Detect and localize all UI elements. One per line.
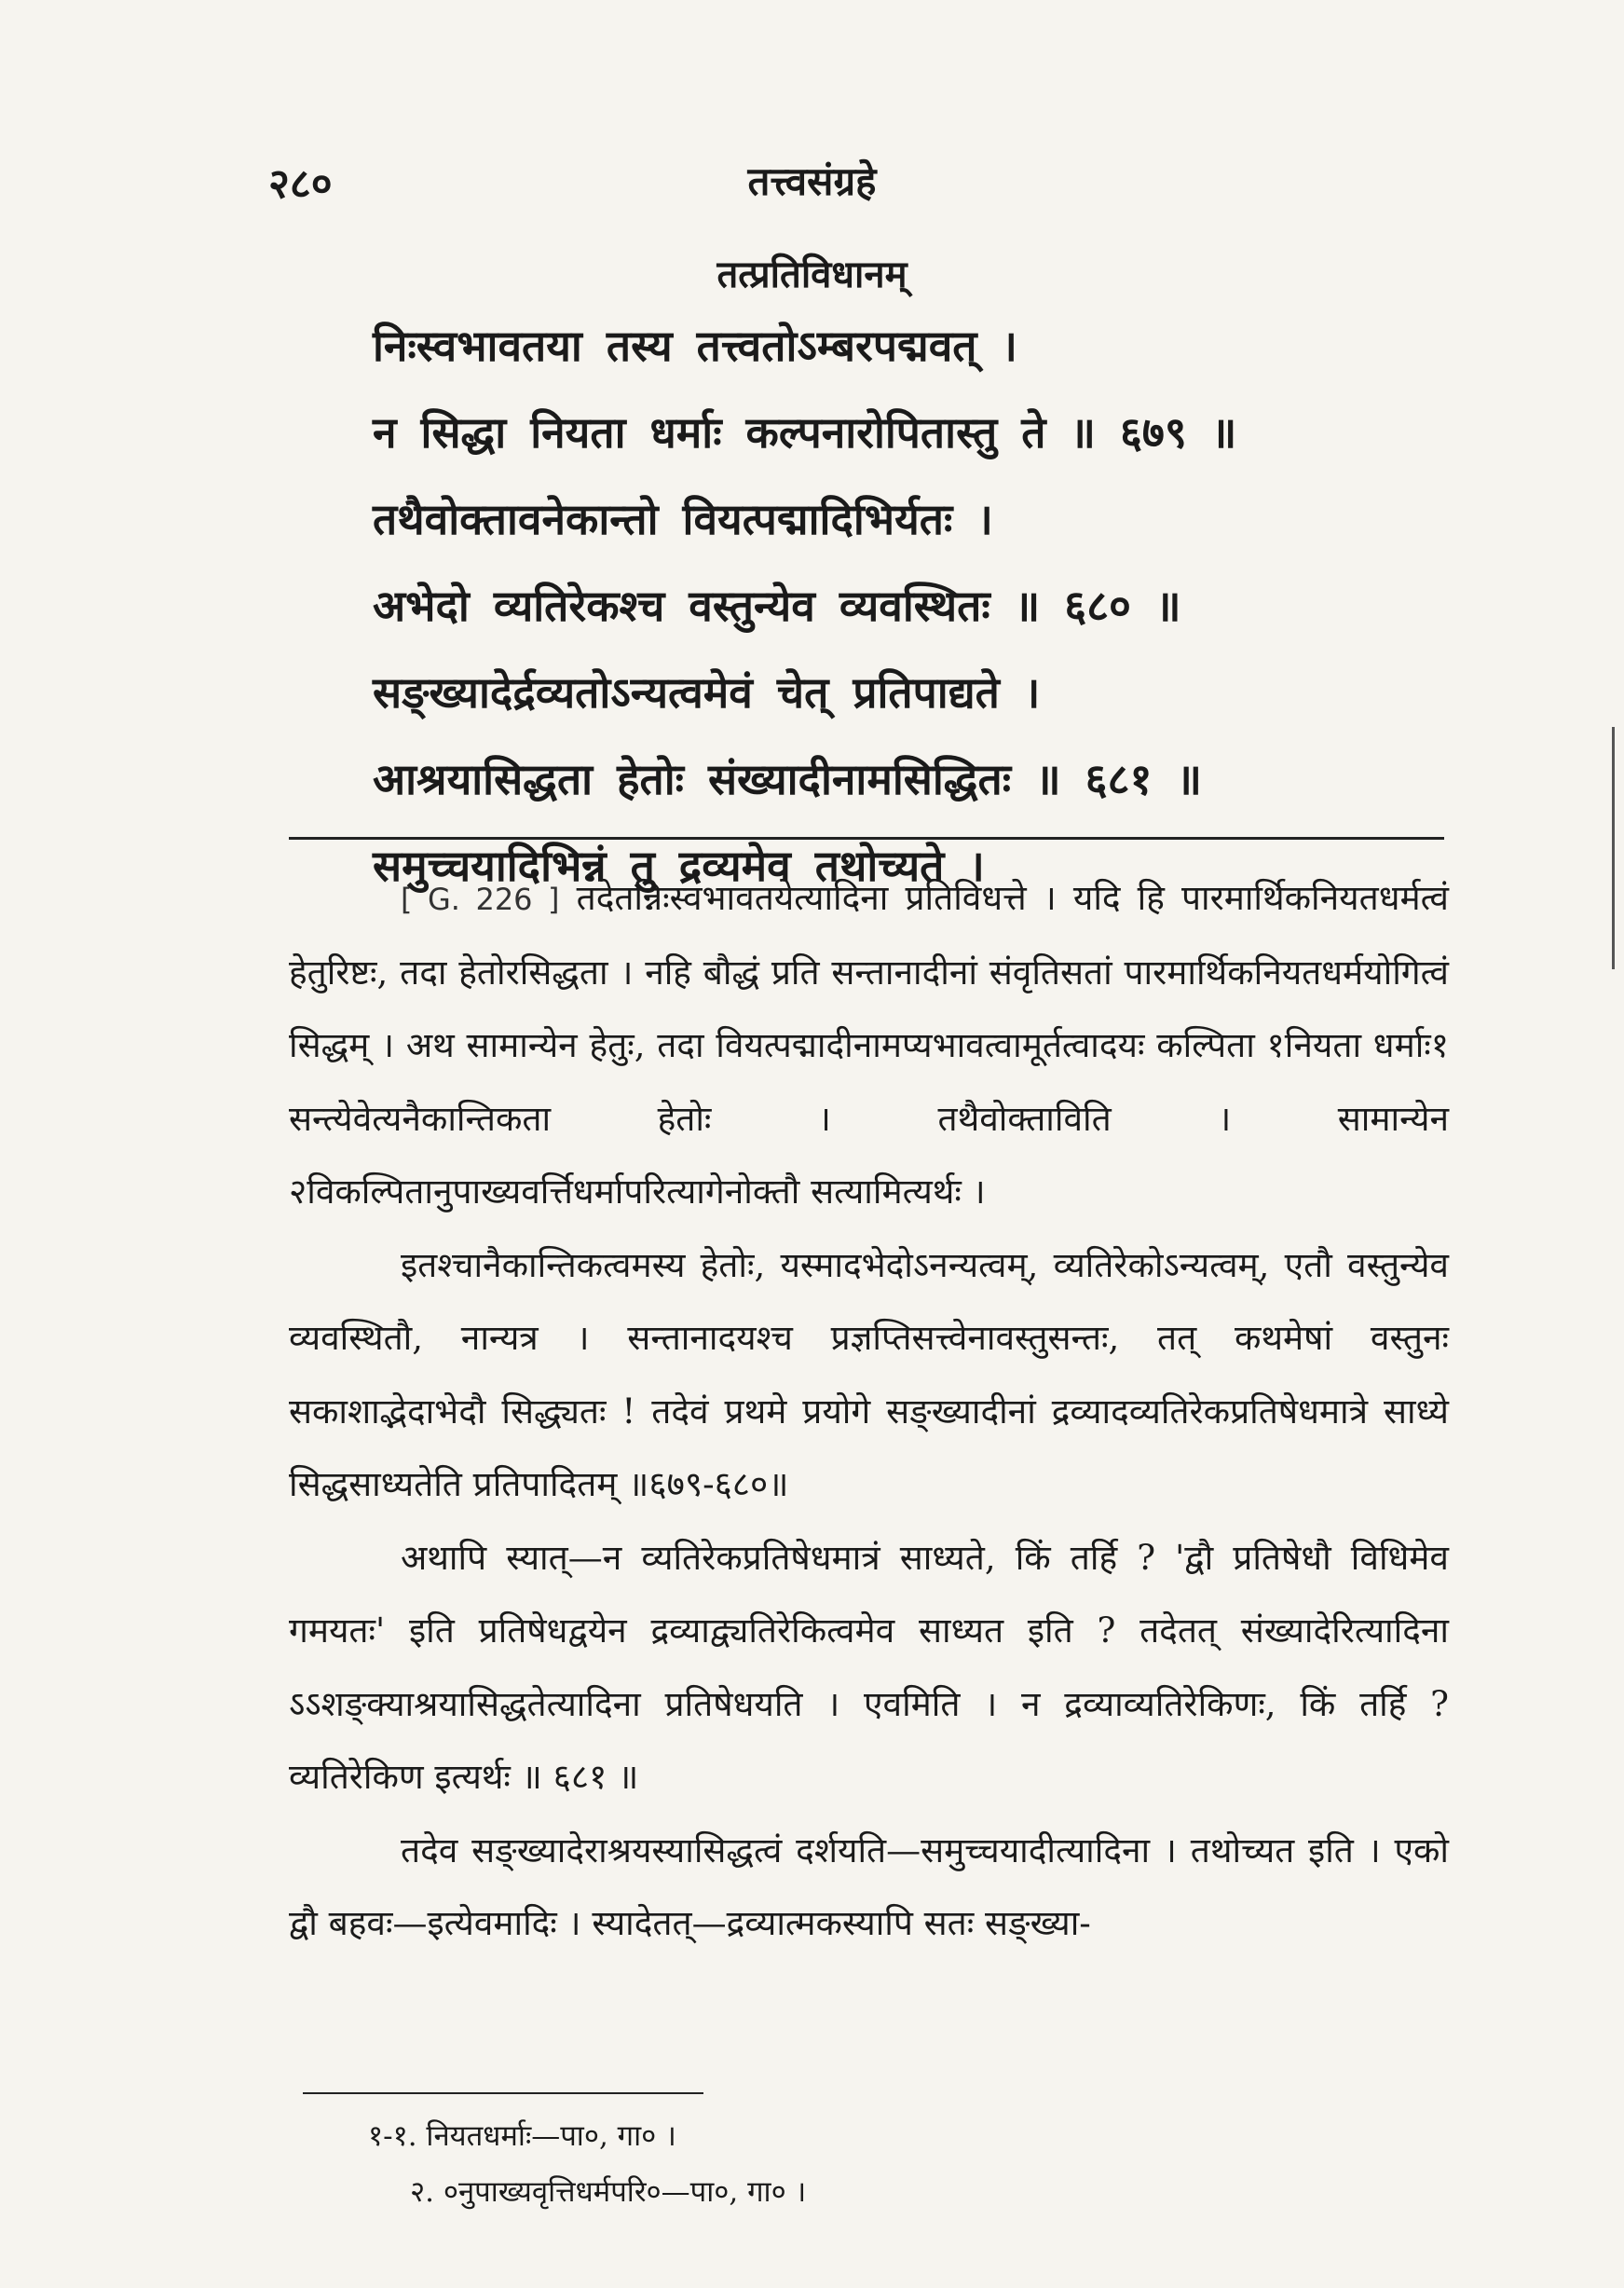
footnote: २. ०नुपाख्यवृत्तिधर्मपरि०—पा०, गा० । — [410, 2175, 807, 2209]
section-title: तत्प्रतिविधानम् — [716, 253, 908, 296]
commentary-paragraph: तदेव सङ्ख्यादेराश्रयस्यासिद्धत्वं दर्शयति—समुच्चयादीत्यादिना । तथोच्यत इति । एको द्वौ बहवः—इत्येवमादिः । स्यादेतत्—द्रव्यात्मकस्यापि सतः सङ्ख्या- — [289, 1829, 1449, 1943]
verse-line: समुच्चयादिभिन्नं तु द्रव्यमेव तथोच्यते । — [373, 841, 985, 891]
commentary-block — [289, 862, 1449, 1961]
verse-line: न सिद्धा नियता धर्माः कल्पनारोपितास्तु ते ॥ ६७९ ॥ — [373, 407, 1237, 458]
section-divider — [289, 837, 1444, 840]
page-number: २८० — [268, 160, 333, 208]
footnotes — [368, 2108, 1393, 2220]
scan-edge-mark — [1612, 727, 1615, 969]
citation-marker: [ G. 226 ] — [401, 882, 560, 917]
verse-line: निःस्वभावतया तस्य तत्त्वतोऽम्बरपद्मवत् । — [373, 321, 1017, 371]
verse-block — [373, 303, 1398, 910]
verse-line: सङ्ख्यादेर्द्रव्यतोऽन्यत्वमेवं चेत् प्रतिपाद्यते । — [373, 667, 1041, 718]
commentary-text: तदेतन्निःस्वभावतयेत्यादिना प्रतिविधत्ते । यदि हि पारमार्थिकनियतधर्मत्वं हेतुरिष्टः, तदा हेतोरसिद्धता । नहि बौद्धं प्रति सन्तानादीनां संवृतिसतां पारमार्थिकनियतधर्मयोगित्वं सिद्धम् । अथ सामान्येन हेतुः, तदा वियत्पद्मादीनामप्यभावत्वामूर्तत्वादयः कल्पिता १नियता धर्माः१ सन्त्येवेत्यनैकान्तिकता हेतोः । तथैवोक्ताविति । सामान्येन २विकल्पितानुपाख्यवर्त्तिधर्मापरित्यागेनोक्तौ सत्यामित्यर्थः । — [289, 878, 1449, 1212]
commentary-paragraph: अथापि स्यात्—न व्यतिरेकप्रतिषेधमात्रं साध्यते, किं तर्हि ? 'द्वौ प्रतिषेधौ विधिमेव गमयतः' इति प्रतिषेधद्वयेन द्रव्याद्व्यतिरेकित्वमेव साध्यत इति ? तदेतत् संख्यादेरित्यादिना ऽऽशङ्क्याश्रयासिद्धतेत्यादिना प्रतिषेधयति । एवमिति । न द्रव्याव्यतिरेकिणः, किं तर्हि ? व्यतिरेकिण इत्यर्थः ॥ ६८१ ॥ — [289, 1537, 1449, 1797]
verse-line: आश्रयासिद्धता हेतोः संख्यादीनामसिद्धितः ॥ ६८१ ॥ — [373, 754, 1202, 804]
commentary-paragraph: इतश्चानैकान्तिकत्वमस्य हेतोः, यस्मादभेदोऽनन्यत्वम्, व्यतिरेकोऽन्यत्वम्, एतौ वस्तुन्येव व्यवस्थितौ, नान्यत्र । सन्तानादयश्च प्रज्ञप्तिसत्त्वेनावस्तुसन्तः, तत् कथमेषां वस्तुनः सकाशाद्भेदाभेदौ सिद्ध्यतः ! तदेवं प्रथमे प्रयोगे सङ्ख्यादीनां द्रव्यादव्यतिरेकप्रतिषेधमात्रे साध्ये सिद्धसाध्यतेति प्रतिपादितम् ॥६७९-६८०॥ — [289, 1244, 1449, 1504]
running-title: तत्त्वसंग्रहे — [747, 158, 877, 204]
footnote: १-१. नियतधर्माः—पा०, गा० । — [368, 2119, 676, 2153]
commentary-paragraph — [289, 862, 1449, 1229]
verse-line: तथैवोक्तावनेकान्तो वियत्पद्मादिभिर्यतः । — [373, 494, 993, 544]
footnote-divider — [303, 2092, 703, 2094]
verse-line: अभेदो व्यतिरेकश्च वस्तुन्येव व्यवस्थितः ॥ ६८० ॥ — [373, 581, 1181, 631]
